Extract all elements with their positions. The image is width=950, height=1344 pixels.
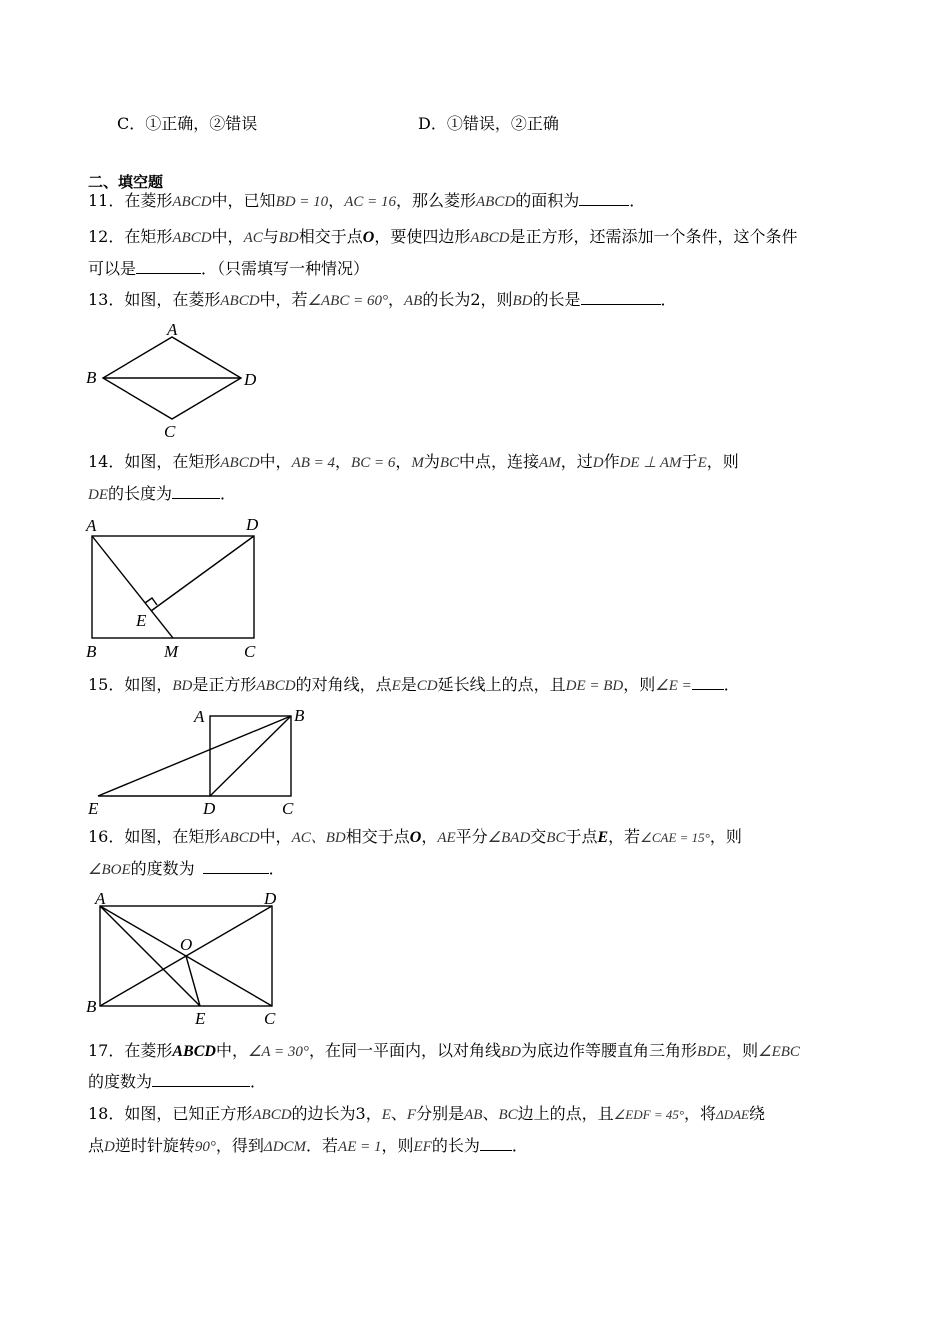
- question-18: 18．如图，已知正方形ABCD的边长为3，E、F分别是AB、BC边上的点，且∠EDF = 45°，将ΔDAE绕: [88, 1104, 765, 1123]
- label-b: B: [294, 706, 305, 725]
- label-e: E: [136, 611, 147, 630]
- question-18-line2: 点D逆时针旋转90°，得到ΔDCM．若AE = 1，则EF的长为 ．: [88, 1136, 528, 1155]
- question-12: 12．在矩形ABCD中，AC与BD相交于点O，要使四边形ABCD是正方形，还需添加一个条件，这个条件: [88, 227, 798, 246]
- question-14: 14．如图，在矩形ABCD中，AB = 4，BC = 6，M为BC中点，连接AM，过D作DE ⊥ AM于E，则: [88, 452, 739, 471]
- label-c: C: [164, 422, 176, 441]
- label-a: A: [86, 516, 97, 535]
- label-d: D: [203, 799, 216, 818]
- answer-blank: [152, 1072, 250, 1087]
- option-c: C．①正确，②错误: [117, 114, 258, 133]
- label-d: D: [244, 370, 257, 389]
- question-12-line2: 可以是 ．（只需填写一种情况）: [88, 259, 370, 278]
- question-17-line2: 的度数为 ．: [88, 1072, 267, 1091]
- question-17: 17．在菱形ABCD中，∠A = 30°，在同一平面内，以对角线BD为底边作等腰直角三角形BDE，则∠EBC: [88, 1041, 800, 1060]
- label-a: A: [95, 889, 106, 908]
- label-a: A: [194, 707, 205, 726]
- answer-blank: [480, 1136, 512, 1151]
- question-13: 13．如图，在菱形ABCD中，若∠ABC = 60°，AB的长为2，则BD的长是 ．: [88, 290, 677, 309]
- label-m: M: [164, 642, 179, 661]
- label-o: O: [180, 935, 193, 954]
- label-b: B: [86, 368, 97, 387]
- label-c: C: [244, 642, 256, 661]
- question-14-line2: DE的长度为 ．: [88, 484, 237, 503]
- label-d: D: [264, 889, 277, 908]
- question-16-line2: ∠BOE的度数为 ．: [88, 859, 285, 878]
- question-11: 11．在菱形ABCD中，已知BD = 10，AC = 16，那么菱形ABCD的面积为 ．: [88, 191, 646, 210]
- label-b: B: [86, 642, 97, 661]
- option-d: D．①错误，②正确: [418, 114, 559, 133]
- label-a: A: [167, 320, 178, 339]
- question-15: 15．如图，BD是正方形ABCD的对角线，点E是CD延长线上的点，且DE = BD，则∠E = ．: [88, 675, 740, 694]
- label-e: E: [88, 799, 99, 818]
- label-e: E: [195, 1009, 206, 1028]
- label-c: C: [264, 1009, 276, 1028]
- label-d: D: [246, 515, 259, 534]
- label-c: C: [282, 799, 294, 818]
- question-16: 16．如图，在矩形ABCD中，AC、BD相交于点O，AE平分∠BAD交BC于点E，若∠CAE = 15°，则: [88, 827, 742, 846]
- label-b: B: [86, 997, 97, 1016]
- section-title: 二、填空题: [88, 173, 164, 191]
